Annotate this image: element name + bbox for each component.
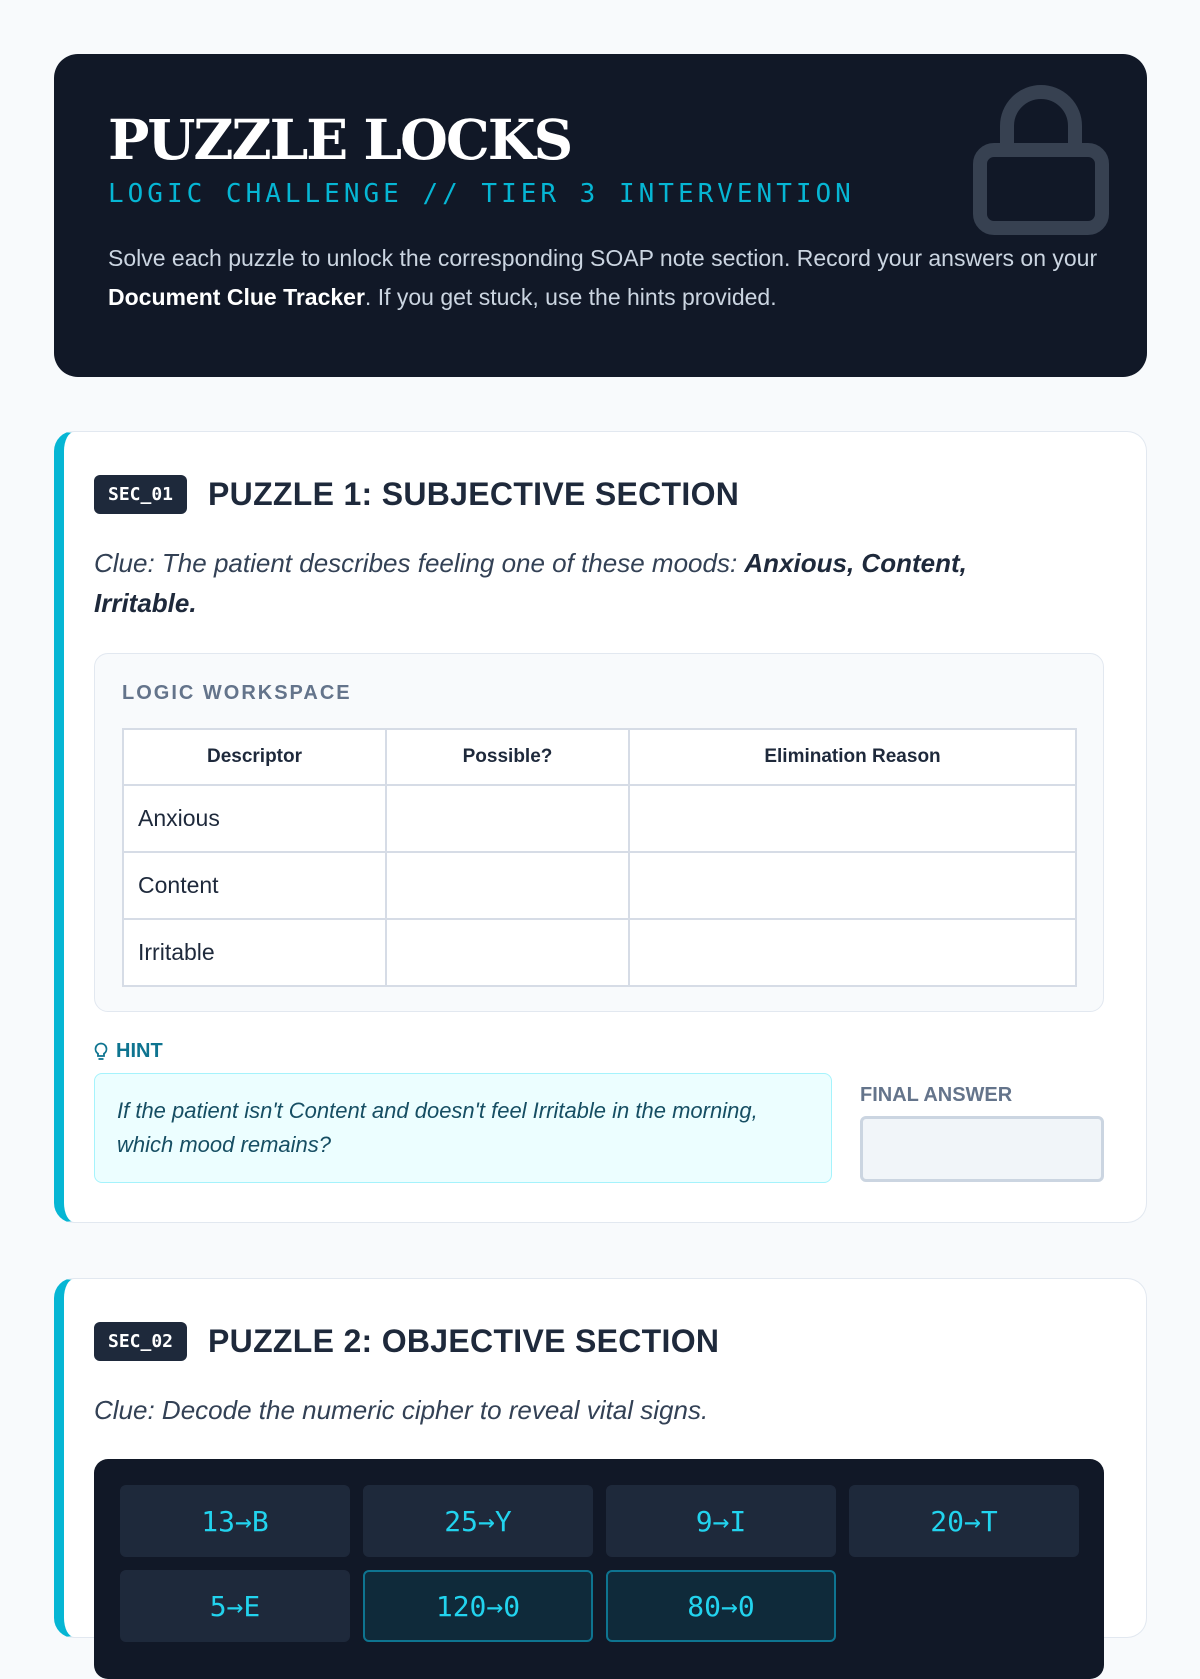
workspace-label: LOGIC WORKSPACE: [122, 682, 352, 704]
instructions-text-end: . If you get stuck, use the hints provided.: [364, 284, 777, 310]
hint-text: If the patient isn't Content and doesn't feel Irritable in the morning, which mood remains?: [94, 1073, 832, 1183]
final-answer-input[interactable]: [860, 1116, 1104, 1182]
cipher-cell: 5→E: [120, 1570, 350, 1642]
cipher-cell-highlighted: 80→0: [606, 1570, 836, 1642]
column-header: Possible?: [386, 729, 629, 785]
descriptor-cell: Content: [123, 852, 386, 919]
puzzle-2-card: [54, 1278, 1147, 1638]
column-header: Elimination Reason: [629, 729, 1076, 785]
puzzle-1-clue: [94, 543, 1054, 623]
lock-icon: [973, 86, 1109, 236]
lightbulb-icon: [94, 1042, 108, 1062]
table-row: [123, 785, 1076, 852]
clue-options: Anxious, Content, Irritable.: [94, 548, 967, 618]
cipher-cell: 9→I: [606, 1485, 836, 1557]
descriptor-cell: Irritable: [123, 919, 386, 986]
cipher-cell: 20→T: [849, 1485, 1079, 1557]
cipher-panel: [94, 1459, 1104, 1679]
section-badge: SEC_02: [94, 1322, 187, 1361]
page-subtitle: LOGIC CHALLENGE // TIER 3 INTERVENTION: [108, 179, 855, 209]
header-banner: [54, 54, 1147, 377]
descriptor-cell: Anxious: [123, 785, 386, 852]
reason-cell[interactable]: [629, 785, 1076, 852]
reason-cell[interactable]: [629, 852, 1076, 919]
possible-cell[interactable]: [386, 852, 629, 919]
instructions: [108, 239, 1098, 317]
clue-text: Clue: The patient describes feeling one of these moods:: [94, 548, 745, 578]
puzzle-2-title: PUZZLE 2: OBJECTIVE SECTION: [208, 1323, 720, 1359]
possible-cell[interactable]: [386, 919, 629, 986]
final-answer-label: FINAL ANSWER: [860, 1084, 1013, 1106]
puzzle-2-heading: [94, 1322, 719, 1361]
section-badge: SEC_01: [94, 475, 187, 514]
table-header-row: [123, 729, 1076, 785]
page-title: PUZZLE LOCKS: [108, 107, 572, 172]
table-row: [123, 852, 1076, 919]
puzzle-1-title: PUZZLE 1: SUBJECTIVE SECTION: [208, 476, 740, 512]
puzzle-2-clue: Clue: Decode the numeric cipher to reveal vital signs.: [94, 1395, 709, 1425]
logic-table: [122, 728, 1077, 987]
table-row: [123, 919, 1076, 986]
cipher-cell: 13→B: [120, 1485, 350, 1557]
puzzle-1-card: [54, 431, 1147, 1223]
cipher-grid: [120, 1485, 1079, 1642]
column-header: Descriptor: [123, 729, 386, 785]
reason-cell[interactable]: [629, 919, 1076, 986]
tracker-name: Document Clue Tracker: [108, 284, 365, 310]
instructions-text-start: Solve each puzzle to unlock the corresponding SOAP note section. Record your answers on your: [108, 245, 1098, 271]
hint-label-text: HINT: [116, 1040, 163, 1062]
hint-label: [94, 1040, 163, 1063]
logic-workspace: [94, 653, 1104, 1012]
possible-cell[interactable]: [386, 785, 629, 852]
cipher-cell-highlighted: 120→0: [363, 1570, 593, 1642]
cipher-cell: 25→Y: [363, 1485, 593, 1557]
cipher-cell-empty: [849, 1570, 1079, 1642]
puzzle-1-heading: [94, 475, 739, 514]
